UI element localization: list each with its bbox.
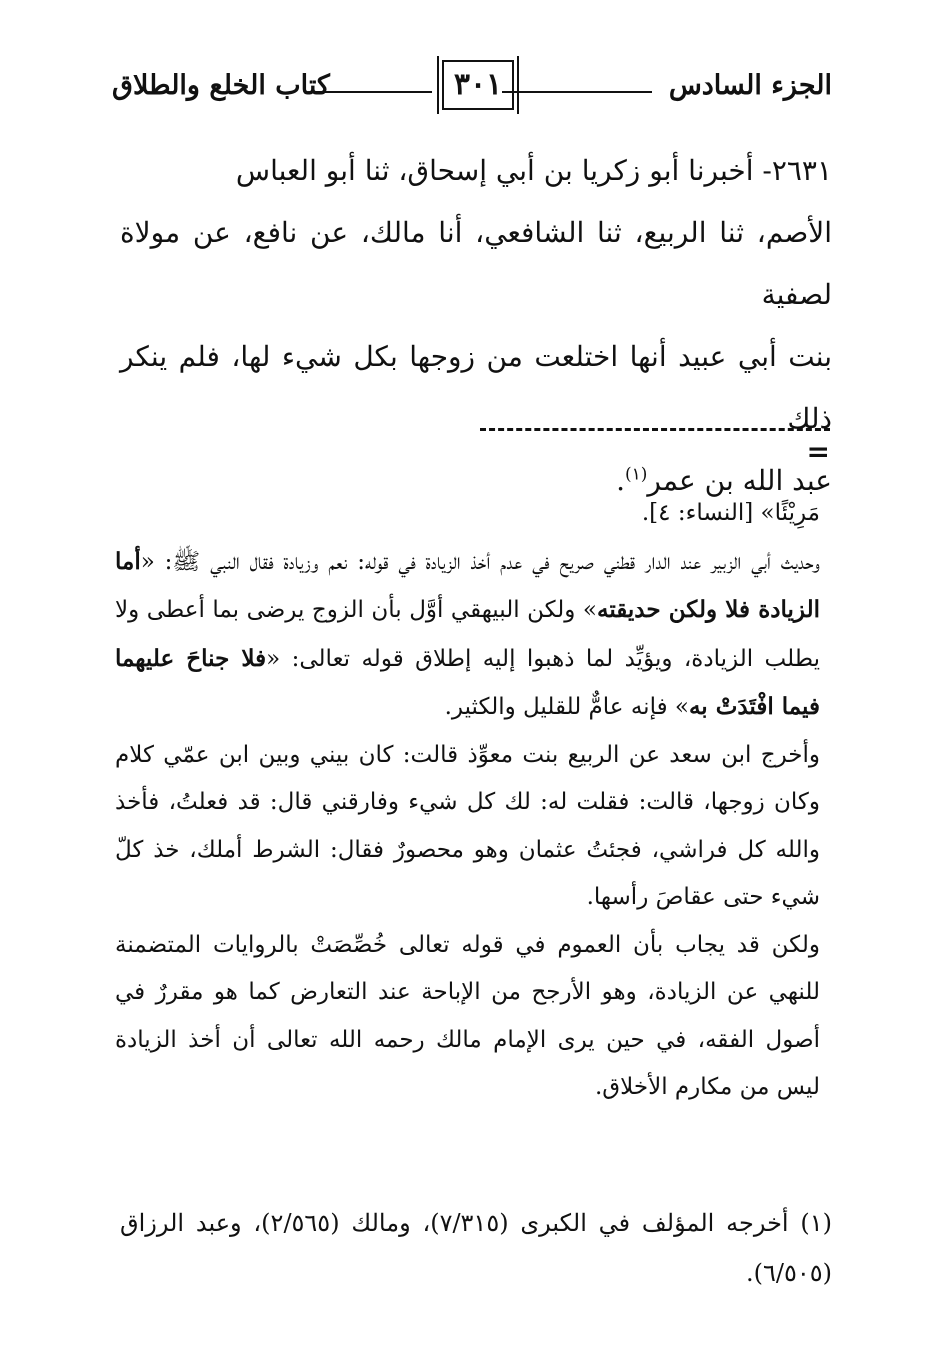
hadith-line-text: عبد الله بن عمر <box>647 464 832 497</box>
commentary <box>115 490 820 1112</box>
commentary-text: » ولكن البيهقي أوَّل بأن الزوج يرضى بما أعطى ولا يطلب الزيادة، ويؤيِّد لما ذهبوا إليه إطلاق قوله تعالى: « <box>115 597 820 672</box>
quoted-verse: فلا جناحَ عليهما فيما افْتَدَتْ به <box>115 644 820 720</box>
footnote <box>120 1198 832 1298</box>
header-rule-left <box>312 91 432 93</box>
quoted-hadith: أما الزيادة فلا ولكن حديقته <box>115 547 820 623</box>
commentary-paragraph: وأخرج ابن سعد عن الربيع بنت معوِّذ قالت: كان بيني وبين ابن عمّي كلام وكان زوجها، قالت: فقلت له: لك كل شيء وفارقني قال: قد فعلتُ، فأخذ والله كل فراشي، فجئتُ عثمان وهو محصورٌ فقال: الشرط أملك، خذ كلّ شيء حتى عقاصَ رأسها. <box>115 741 820 910</box>
hadith-line-end: . <box>616 464 625 497</box>
commentary-separator <box>480 428 830 468</box>
separator-dashed-rule <box>480 428 830 431</box>
header-rule-right <box>502 91 652 93</box>
footnote-text: (١) أخرجه المؤلف في الكبرى (٧/٣١٥)، ومالك (٢/٥٦٥)، وعبد الرزاق (٦/٥٠٥). <box>120 1209 833 1287</box>
footnote-reference: (١) <box>624 464 648 485</box>
separator-mark: = <box>806 435 830 468</box>
page-header <box>112 58 832 118</box>
commentary-text: وحديث أبي الزبير عند الدار قطني صريح في عدم أخذ الزيادة في قوله: نعم وزيادة فقال النبي ﷺ: « <box>140 548 820 575</box>
hadith-line: ٢٦٣١- أخبرنا أبو زكريا بن أبي إسحاق، ثنا أبو العباس <box>235 154 832 187</box>
commentary-text: » فإنه عامٌّ للقليل والكثير. <box>444 694 689 720</box>
commentary-paragraph: ولكن قد يجاب بأن العموم في قوله تعالى خُصِّصَتْ بالروايات المتضمنة للنهي عن الزيادة، وهو الأرجح من الإباحة عند التعارض كما هو مقررٌ في أصول الفقه، في حين يرى الإمام مالك رحمه الله تعالى أن أخذ الزيادة ليس من مكارم الأخلاق. <box>115 931 820 1100</box>
volume-label: الجزء السادس <box>668 70 832 101</box>
hadith-line: الأصم، ثنا الربيع، ثنا الشافعي، أنا مالك، عن نافع، عن مولاة لصفية <box>120 216 832 311</box>
book-title: كتاب الخلع والطلاق <box>112 70 330 101</box>
commentary-paragraph <box>115 538 820 732</box>
page-number: ٣٠١ <box>442 60 514 110</box>
hadith-line: بنت أبي عبيد أنها اختلعت من زوجها بكل شيء لها، فلم ينكر ذلك <box>120 340 832 435</box>
commentary-paragraph: مَرِيْئًا» [النساء: ٤]. <box>641 500 820 526</box>
